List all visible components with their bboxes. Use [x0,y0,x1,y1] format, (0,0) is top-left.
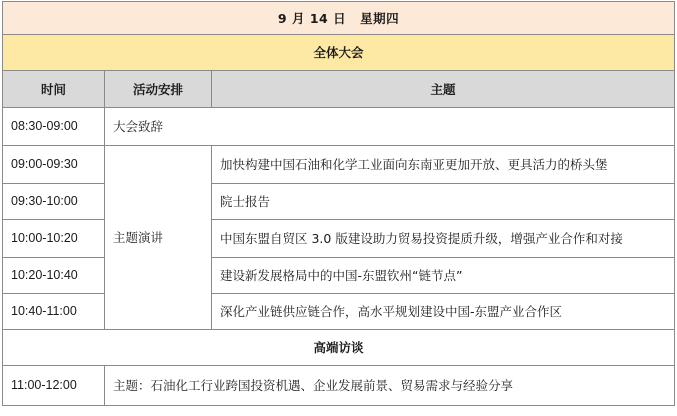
date-text: 9 月 14 日 [277,10,347,26]
column-header-row [3,71,675,108]
interview-section-title: 高端访谈 [3,330,675,366]
topic-cell: 大会致辞 [105,108,675,146]
table-row [3,146,675,184]
topic-cell: 主题：石油化工行业跨国投资机遇、企业发展前景、贸易需求与经验分享 [105,366,675,406]
plenary-section-title: 全体大会 [3,35,675,71]
day-title [3,2,675,35]
topic-cell: 院士报告 [212,184,675,220]
table-row [3,294,675,330]
weekday-text: 星期四 [360,10,400,26]
topic-cell: 建设新发展格局中的中国-东盟钦州“链节点” [212,258,675,294]
plenary-section-row [3,35,675,71]
topic-cell: 加快构建中国石油和化学工业面向东南亚更加开放、更具活力的桥头堡 [212,146,675,184]
time-cell: 09:30-10:00 [3,184,105,220]
time-cell: 08:30-09:00 [3,108,105,146]
topic-cell: 中国东盟自贸区 3.0 版建设助力贸易投资提质升级，增强产业合作和对接 [212,220,675,258]
time-cell: 09:00-09:30 [3,146,105,184]
time-cell: 10:40-11:00 [3,294,105,330]
table-row [3,108,675,146]
table-row [3,184,675,220]
table-row [3,220,675,258]
header-topic: 主题 [212,71,675,108]
day-header-row [3,2,675,35]
time-cell: 10:00-10:20 [3,220,105,258]
time-cell: 11:00-12:00 [3,366,105,406]
header-time: 时间 [3,71,105,108]
interview-section-row [3,330,675,366]
table-row [3,258,675,294]
header-activity: 活动安排 [105,71,212,108]
keynote-label-cell: 主题演讲 [105,146,212,330]
table-row [3,366,675,406]
topic-cell: 深化产业链供应链合作，高水平规划建设中国-东盟产业合作区 [212,294,675,330]
time-cell: 10:20-10:40 [3,258,105,294]
schedule-table [2,1,675,406]
